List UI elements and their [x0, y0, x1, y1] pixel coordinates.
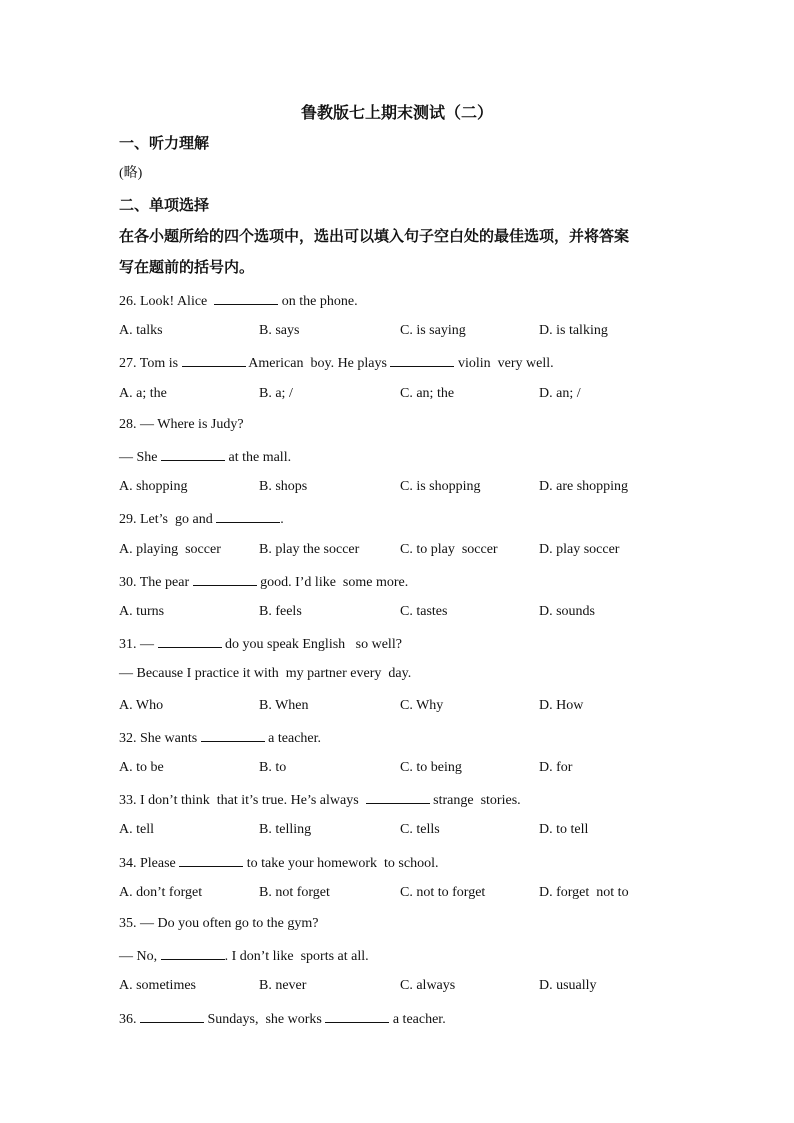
answer-blank	[193, 571, 257, 586]
question-text: 31. —	[119, 637, 158, 653]
answer-option: D. sounds	[539, 604, 596, 619]
answer-option: D. usually	[539, 978, 597, 994]
answer-option: C. not to forget	[400, 884, 486, 900]
question-text: Sundays, she works	[204, 1011, 326, 1027]
answer-option: A. a; the	[119, 385, 167, 401]
question-stem	[119, 633, 402, 655]
answer-option: D. to tell	[539, 822, 589, 838]
answer-option: A. tell	[119, 822, 154, 838]
answer-option: C. Why	[400, 697, 444, 713]
answer-blank	[161, 446, 225, 461]
answer-option: D. forget not to	[539, 884, 629, 900]
instruction-line-2: 写在题前的括号内。	[119, 258, 255, 276]
answer-blank	[158, 633, 222, 648]
question-text: on the phone.	[278, 294, 358, 309]
question-text: strange stories.	[429, 793, 521, 809]
answer-option: D. for	[539, 760, 573, 775]
answer-option: B. When	[259, 697, 309, 713]
question-stem	[119, 945, 369, 967]
answer-option: A. talks	[119, 323, 163, 339]
answer-option: C. to being	[400, 760, 462, 775]
answer-blank	[179, 852, 243, 867]
question-text: 34. Please	[119, 855, 180, 871]
answer-option: C. to play soccer	[400, 541, 498, 557]
question-text: — She	[119, 450, 161, 465]
question-text: 36.	[119, 1011, 140, 1027]
answer-blank	[216, 508, 280, 523]
question-text: to take your homework to school.	[243, 855, 439, 871]
answer-blank	[325, 1008, 389, 1023]
question-stem: 35. — Do you often go to the gym?	[119, 916, 319, 931]
question-stem	[119, 352, 554, 374]
answer-option: B. a; /	[259, 385, 293, 401]
question-text: .	[280, 512, 284, 528]
answer-option: C. is shopping	[400, 479, 481, 495]
section-note: (略)	[119, 166, 143, 181]
question-text: 26. Look! Alice	[119, 294, 215, 309]
answer-blank	[214, 290, 278, 305]
answer-blank	[140, 1008, 204, 1023]
answer-option: D. an; /	[539, 385, 581, 401]
answer-option: B. says	[259, 323, 300, 339]
answer-option: C. is saying	[400, 323, 466, 339]
question-stem	[119, 727, 321, 749]
section-heading-choice: 二、单项选择	[119, 196, 210, 214]
question-stem	[119, 571, 408, 593]
question-text: 27. Tom is	[119, 356, 182, 372]
section-heading-listening: 一、听力理解	[119, 134, 210, 152]
question-text: 30. The pear	[119, 574, 193, 590]
question-text: a teacher.	[264, 730, 322, 746]
answer-option: B. to	[259, 760, 287, 775]
answer-blank	[366, 789, 430, 804]
page-title: 鲁教版七上期末测试（二）	[300, 103, 493, 122]
answer-option: A. shopping	[119, 479, 188, 495]
instruction-line-1: 在各小题所给的四个选项中，选出可以填入句子空白处的最佳选项，并将答案	[119, 227, 630, 245]
answer-option: A. Who	[119, 697, 164, 713]
answer-option: C. always	[400, 978, 456, 994]
answer-option: C. an; the	[400, 385, 455, 401]
answer-option: A. playing soccer	[119, 541, 221, 557]
answer-option: A. don’t forget	[119, 884, 203, 900]
question-text: violin very well.	[454, 356, 554, 372]
answer-option: B. play the soccer	[259, 541, 360, 557]
question-stem	[119, 852, 438, 874]
question-text: do you speak English so well?	[221, 637, 402, 653]
answer-blank	[182, 352, 246, 367]
answer-option: B. feels	[259, 604, 302, 619]
question-stem	[119, 290, 358, 312]
answer-blank	[201, 727, 265, 742]
question-text: . I don’t like sports at all.	[224, 949, 369, 965]
question-stem	[119, 1008, 446, 1030]
question-stem: — Because I practice it with my partner every day.	[119, 666, 412, 682]
question-text: 29. Let’s go and	[119, 512, 217, 528]
question-stem: 28. — Where is Judy?	[119, 416, 244, 432]
answer-blank	[161, 945, 225, 960]
question-text: 32. She wants	[119, 730, 201, 746]
answer-option: C. tells	[400, 822, 440, 838]
answer-option: C. tastes	[400, 604, 448, 619]
answer-option: B. not forget	[259, 884, 330, 900]
question-stem	[119, 508, 284, 530]
question-text: good. I’d like some more.	[256, 574, 409, 590]
answer-option: A. turns	[119, 604, 165, 619]
answer-option: B. never	[259, 978, 307, 994]
answer-blank	[390, 352, 454, 367]
question-text: — No,	[119, 949, 161, 965]
question-stem	[119, 446, 291, 468]
question-text: at the mall.	[225, 450, 292, 465]
question-text: a teacher.	[389, 1011, 446, 1027]
question-text: 33. I don’t think that it’s true. He’s always	[119, 793, 366, 809]
question-stem	[119, 789, 521, 811]
answer-option: A. to be	[119, 760, 164, 775]
answer-option: D. play soccer	[539, 541, 620, 557]
answer-option: D. is talking	[539, 323, 608, 339]
answer-option: A. sometimes	[119, 978, 196, 994]
answer-option: B. telling	[259, 822, 312, 838]
answer-option: D. How	[539, 697, 584, 713]
answer-option: D. are shopping	[539, 479, 629, 495]
question-text: American boy. He plays	[245, 356, 391, 372]
answer-option: B. shops	[259, 479, 308, 495]
